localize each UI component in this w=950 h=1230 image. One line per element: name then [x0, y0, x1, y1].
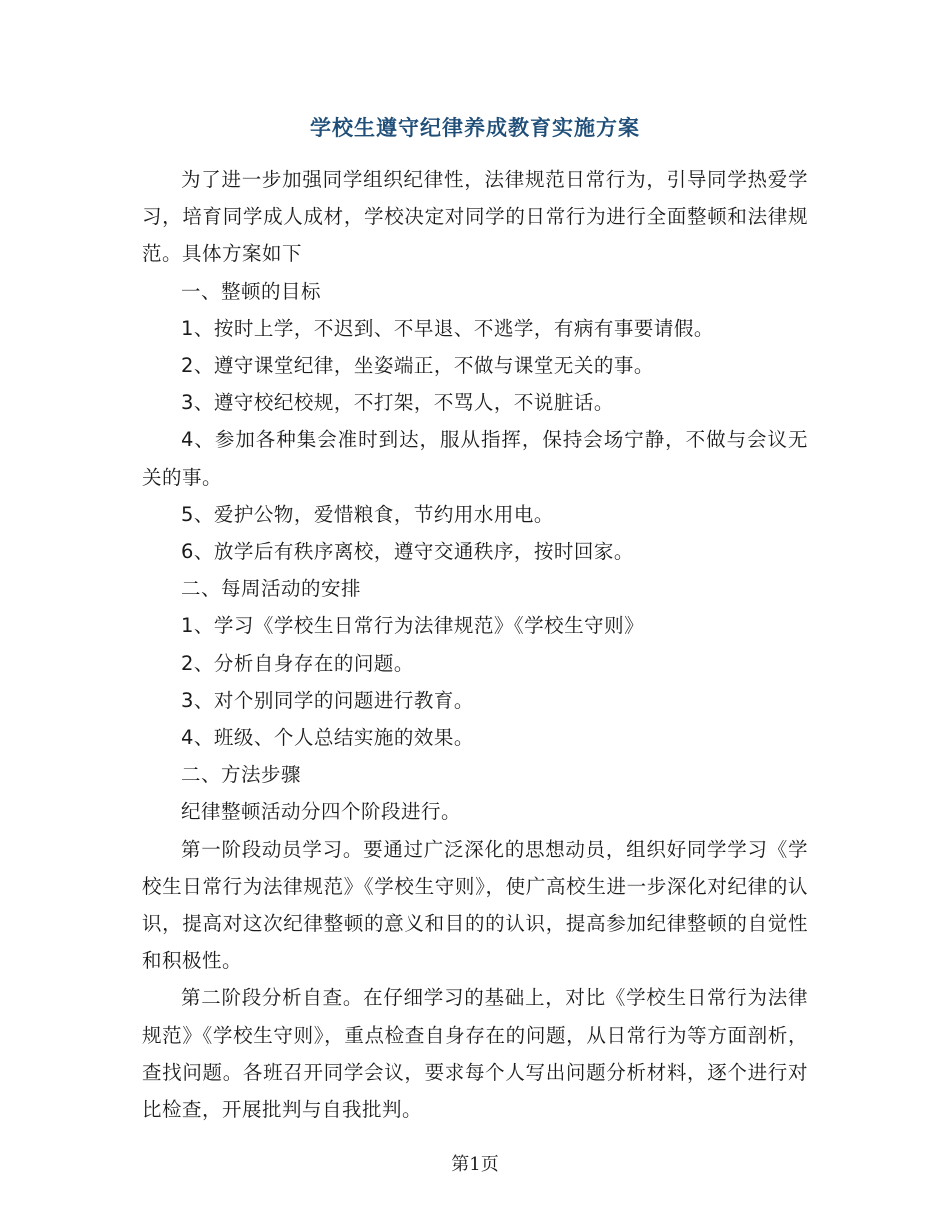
heading-weekly-activities: 二、每周活动的安排 [181, 577, 362, 601]
paragraph-four-stages: 纪律整顿活动分四个阶段进行。 [181, 800, 462, 824]
document-title: 学校生遵守纪律养成教育实施方案 [310, 116, 640, 140]
goal-item-1: 1、按时上学，不迟到、不早退、不逃学，有病有事要请假。 [181, 316, 714, 340]
paragraph-stage-1: 第一阶段动员学习。要通过广泛深化的思想动员，组织好同学学习《学校生日常行为法律规范》《学校生守则》，使广高校生进一步深化对纪律的认识，提高对这次纪律整顿的意义和目的的认识，提高参加纪律整顿的自觉性和积极性。 [142, 837, 808, 973]
heading-goals: 一、整顿的目标 [181, 279, 322, 303]
activity-item-4: 4、班级、个人总结实施的效果。 [181, 726, 474, 750]
activity-item-2: 2、分析自身存在的问题。 [181, 651, 414, 675]
page-number: 第1页 [451, 1154, 499, 1175]
paragraph-stage-2: 第二阶段分析自查。在仔细学习的基础上，对比《学校生日常行为法律规范》《学校生守则》，重点检查自身存在的问题，从日常行为等方面剖析，查找问题。各班召开同学会议，要求每个人写出问题分析材料，逐个进行对比检查，开展批判与自我批判。 [142, 986, 808, 1122]
goal-item-4: 4、参加各种集会准时到达，服从指挥，保持会场宁静，不做与会议无关的事。 [142, 428, 808, 489]
document-body [142, 161, 808, 1128]
goal-item-3: 3、遵守校纪校规，不打架，不骂人，不说脏话。 [181, 391, 614, 415]
goal-item-2: 2、遵守课堂纪律，坐姿端正，不做与课堂无关的事。 [181, 354, 654, 378]
goal-item-6: 6、放学后有秩序离校，遵守交通秩序，按时回家。 [181, 540, 634, 564]
activity-item-3: 3、对个别同学的问题进行教育。 [181, 688, 474, 712]
paragraph-intro: 为了进一步加强同学组织纪律性，法律规范日常行为，引导同学热爱学习，培育同学成人成材，学校决定对同学的日常行为进行全面整顿和法律规范。具体方案如下 [142, 168, 808, 266]
goal-item-5: 5、爱护公物，爱惜粮食，节约用水用电。 [181, 502, 554, 526]
heading-method-steps: 二、方法步骤 [181, 763, 302, 787]
activity-item-1: 1、学习《学校生日常行为法律规范》《学校生守则》 [181, 614, 645, 638]
